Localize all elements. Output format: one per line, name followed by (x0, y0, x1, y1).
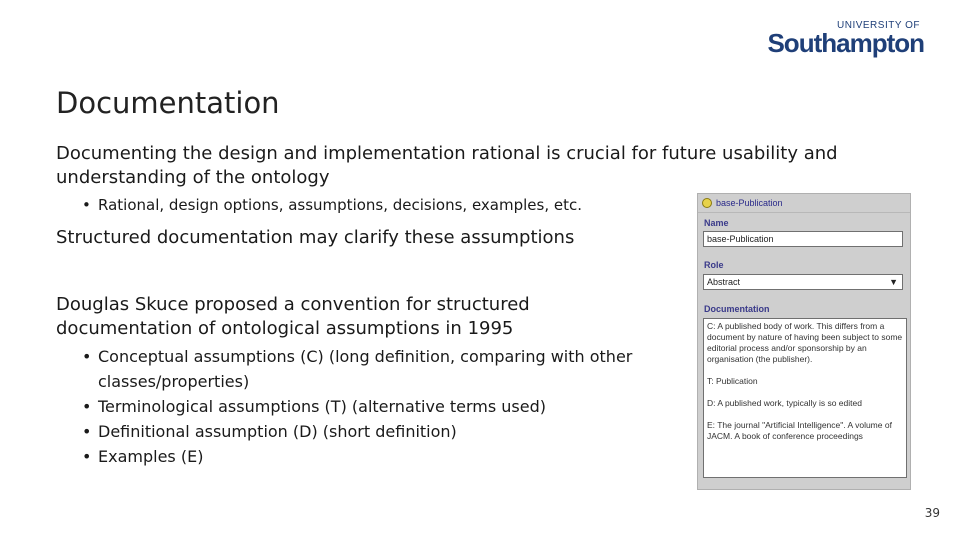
documentation-textarea[interactable] (703, 318, 907, 478)
name-label: Name (704, 218, 729, 228)
role-value: Abstract (707, 277, 741, 287)
bullet-list-2 (80, 344, 640, 469)
university-logo (767, 20, 924, 58)
role-select[interactable] (703, 274, 903, 290)
bullet-item: • Rational, design options, assumptions, decisions, examples, etc. (80, 193, 680, 218)
documentation-label: Documentation (704, 304, 770, 314)
slide-title: Documentation (56, 86, 280, 120)
class-icon (702, 198, 712, 208)
name-field[interactable]: base-Publication (703, 231, 903, 247)
panel-header-label: base-Publication (716, 198, 783, 208)
doc-line: D: A published work, typically is so edited (707, 398, 862, 408)
bullet-item: • Definitional assumption (D) (short definition) (80, 419, 640, 444)
bullet-item: • Conceptual assumptions (C) (long definition, comparing with other classes/properties) (80, 344, 640, 394)
bullet-item: • Examples (E) (80, 444, 640, 469)
doc-line: E: The journal "Artificial Intelligence". A volume of JACM. A book of conference proceedings (707, 420, 892, 441)
bullet-item: • Terminological assumptions (T) (alternative terms used) (80, 394, 640, 419)
paragraph-structured: Structured documentation may clarify these assumptions (56, 227, 575, 248)
doc-line: C: A published body of work. This differs from a document by nature of having been subject to some editorial process and/or sponsorship by an organisation (the publisher). (707, 321, 903, 364)
ontology-editor-panel (697, 193, 911, 490)
role-label: Role (704, 260, 724, 270)
paragraph-skuce: Douglas Skuce proposed a convention for structured documentation of ontological assumptions in 1995 (56, 294, 530, 339)
logo-line-2: Southampton (767, 28, 924, 58)
panel-header (698, 194, 910, 213)
paragraph-documenting: Documenting the design and implementation rational is crucial for future usability and understanding of the ontology (56, 143, 838, 188)
page-number: 39 (924, 506, 940, 520)
chevron-down-icon: ▼ (889, 277, 898, 287)
doc-line: T: Publication (707, 376, 758, 386)
logo-line-1: UNIVERSITY OF (837, 20, 920, 31)
bullet-list-1 (80, 193, 680, 218)
